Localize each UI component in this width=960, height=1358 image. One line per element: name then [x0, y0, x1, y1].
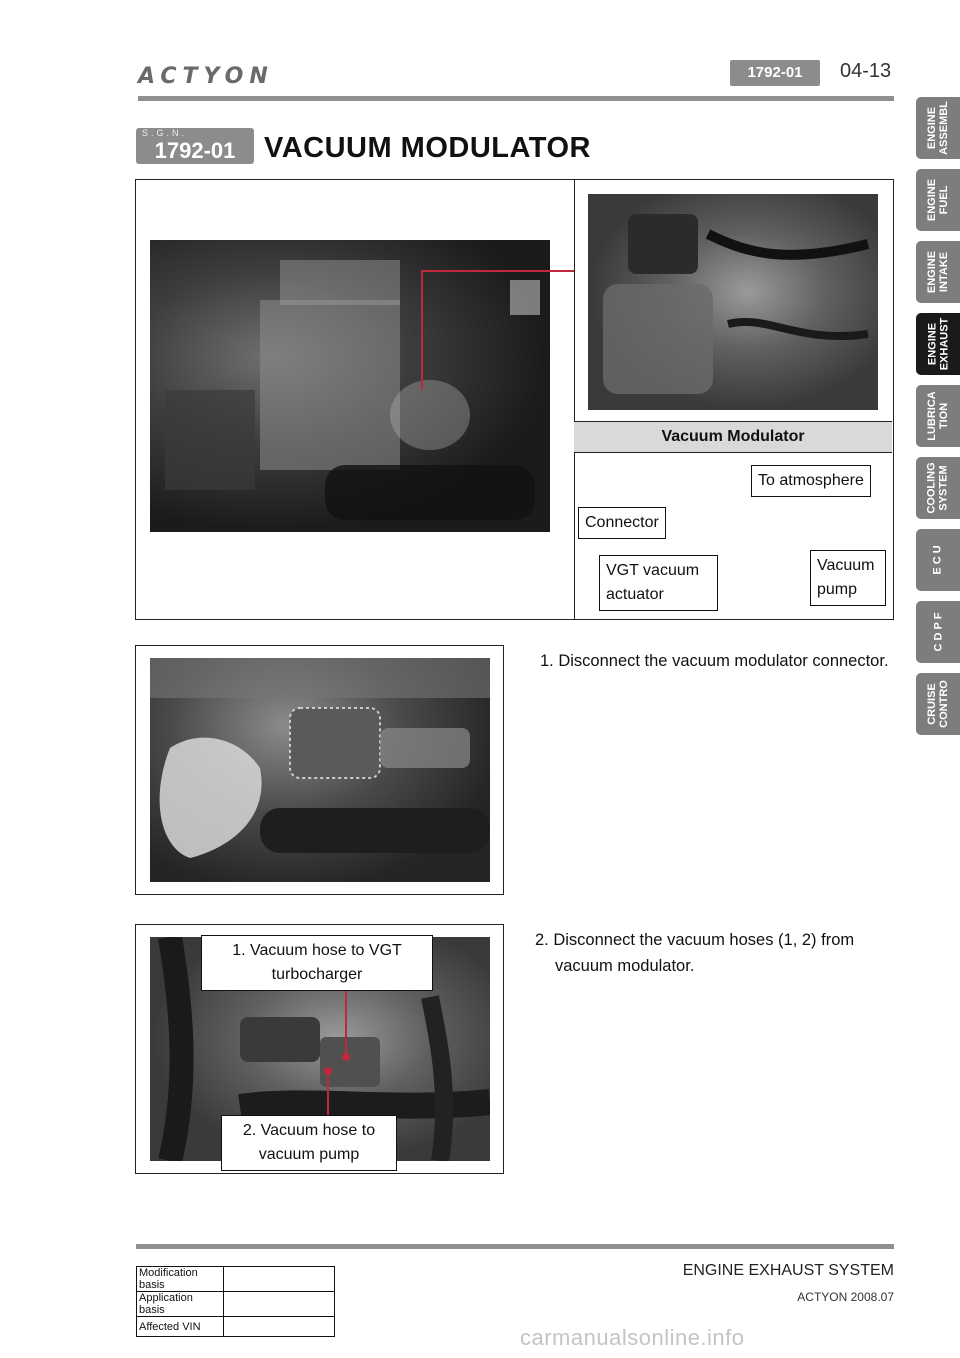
callout-to-atmosphere: To atmosphere: [751, 465, 871, 497]
side-tab[interactable]: [916, 241, 960, 303]
footer-rule: [136, 1244, 894, 1249]
figure-connector-photo: [135, 645, 504, 895]
leader-line: [416, 265, 576, 395]
table-row: [137, 1267, 335, 1292]
header-code-badge: 1792-01: [730, 60, 820, 86]
side-tab[interactable]: [916, 313, 960, 375]
table-row: [137, 1317, 335, 1337]
brand-logo: ACTYON: [138, 64, 274, 89]
side-tab[interactable]: [916, 169, 960, 231]
callout-vacuum-pump: Vacuum pump: [810, 550, 886, 606]
row-label: Modification basis: [137, 1267, 224, 1292]
side-tab-label: COOLING SYSTEM: [926, 462, 950, 514]
row-value: [224, 1317, 335, 1337]
callout-hose-vgt: 1. Vacuum hose to VGT turbocharger: [201, 935, 433, 991]
step-2: 2. Disconnect the vacuum hoses (1, 2) from vacuum modulator.: [535, 931, 855, 975]
connector-photo: [150, 658, 490, 882]
table-row: [137, 1292, 335, 1317]
closeup-photo-shapes: [588, 194, 878, 410]
footer-title: ENGINE EXHAUST SYSTEM: [682, 1262, 894, 1279]
hose-leader-lines: [316, 985, 356, 1135]
side-tab-label: ENGINE ASSEMBL: [926, 101, 950, 155]
side-tab[interactable]: [916, 385, 960, 447]
figure-caption: Vacuum Modulator: [574, 421, 892, 453]
side-tab-label: ENGINE EXHAUST: [926, 317, 950, 371]
side-tab[interactable]: [916, 601, 960, 663]
side-tab[interactable]: [916, 673, 960, 735]
side-tab-label: CRUISE CONTRO: [926, 680, 951, 728]
row-label: Affected VIN: [137, 1317, 224, 1337]
side-tab-label: ENGINE INTAKE: [926, 250, 950, 294]
callout-vgt-vacuum-actuator: VGT vacuum actuator: [599, 555, 718, 611]
side-tab-label: LUBRICA TION: [926, 391, 950, 441]
callout-connector: Connector: [578, 507, 666, 539]
figure-vacuum-hoses: [135, 924, 504, 1174]
header-rule: [138, 96, 894, 101]
figure-vacuum-modulator: [135, 179, 894, 620]
step-1: 1. Disconnect the vacuum modulator connector.: [540, 652, 889, 670]
footer-subtitle: ACTYON 2008.07: [797, 1290, 894, 1304]
modulator-closeup-photo: [588, 194, 878, 410]
side-tab[interactable]: [916, 529, 960, 591]
watermark: carmanualsonline.info: [520, 1325, 745, 1350]
section-badge-code: 1792-01: [154, 138, 236, 163]
side-tab-label: E C U: [932, 545, 944, 575]
side-tab-label: C D P F: [931, 612, 944, 652]
callout-hose-pump: 2. Vacuum hose to vacuum pump: [221, 1115, 397, 1171]
section-badge-label: S.G.N.: [142, 128, 188, 138]
row-label: Application basis: [137, 1292, 224, 1317]
row-value: [224, 1292, 335, 1317]
page-number: 04-13: [840, 60, 892, 82]
row-value: [224, 1267, 335, 1292]
side-tab[interactable]: [916, 97, 960, 159]
page-title: VACUUM MODULATOR: [264, 132, 591, 164]
side-tab[interactable]: [916, 457, 960, 519]
side-tab-label: ENGINE FUEL: [926, 178, 950, 222]
connector-photo-shapes: [150, 658, 490, 882]
revision-table: [136, 1266, 335, 1337]
